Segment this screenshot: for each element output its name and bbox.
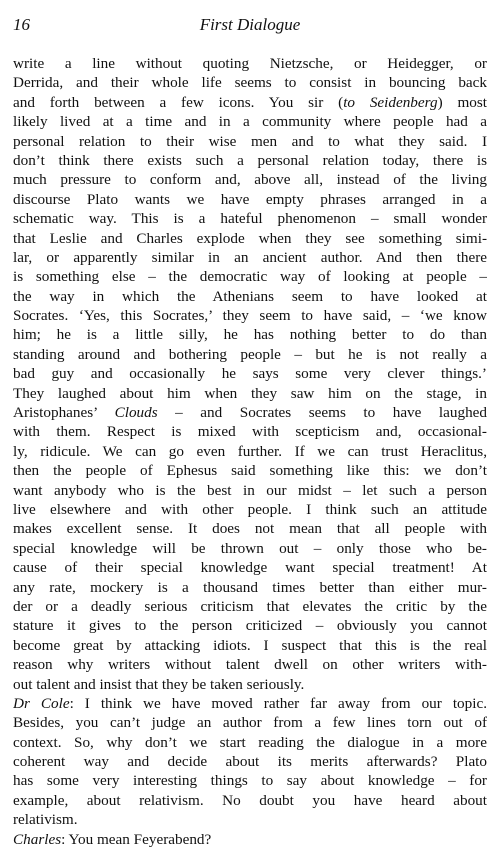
text-run: don’t think there exists such a personal relation today, there is: [13, 151, 487, 169]
text-run: ) most: [437, 93, 487, 111]
text-line: [13, 655, 487, 674]
text-run: the way in which the Athenians seem to have looked at: [13, 287, 487, 305]
text-run: with them. Respect is mixed with scepticism and, occasional-: [13, 423, 487, 441]
text-run: stature it gives to the person criticized – obviously you cannot: [13, 617, 487, 635]
text-line: [13, 190, 487, 209]
text-run: example, about relativism. No doubt you have heard about: [13, 791, 487, 809]
text-run: write a line without quoting Nietzsche, or Heidegger, or: [13, 55, 487, 72]
text-line: [13, 830, 487, 849]
text-line: [13, 539, 487, 558]
text-run: him; he is a little silly, he has nothing better to do than: [13, 326, 487, 344]
text-line: [13, 636, 487, 655]
text-line: [13, 578, 487, 597]
text-run: become great by attacking idiots. I suspect that this is the real: [13, 636, 487, 654]
text-line: [13, 616, 487, 635]
text-line: [13, 500, 487, 519]
text-line: [13, 752, 487, 771]
running-title: First Dialogue: [199, 15, 301, 34]
text-run: lar, or apparently similar in an ancient author. And then there: [13, 248, 487, 266]
text-line: [13, 403, 487, 422]
dialogue-text: [13, 54, 487, 849]
text-run: likely lived at a time and in a community where people had a: [13, 113, 487, 131]
text-line: [13, 170, 487, 189]
text-line: [13, 54, 487, 73]
text-line: [13, 248, 487, 267]
text-run: Besides, you can’t judge an author from a few lines torn out of: [13, 714, 487, 732]
text-run: Derrida, and their whole life seems to consist in bouncing back: [13, 74, 487, 92]
page-number: 16: [13, 15, 30, 34]
text-run: want anybody who is the best in our midst – let such a person: [13, 481, 487, 499]
text-run: any rate, mockery is a thousand times better than either mur-: [13, 578, 487, 596]
text-line: [13, 209, 487, 228]
text-line: [13, 558, 487, 577]
text-run: Socrates. ‘Yes, this Socrates,’ they seem to have said, – ‘we know: [13, 307, 487, 325]
text-line: [13, 519, 487, 538]
text-run: schematic way. This is a hateful phenomenon – small wonder: [13, 210, 487, 228]
text-run: : I think we have moved rather far away from our topic.: [69, 694, 487, 712]
text-run: standing around and bothering people – but he is not really a: [13, 345, 487, 363]
italic-run: Charles: [13, 830, 62, 848]
text-line: [13, 132, 487, 151]
text-run: special knowledge will be thrown out – only those who be-: [13, 539, 487, 557]
text-run: that Leslie and Charles explode when they see something simi-: [13, 229, 487, 247]
text-run: out talent and insist that they be taken seriously.: [13, 675, 305, 693]
text-run: ly, ridicule. We can go even further. If we can trust Heraclitus,: [13, 442, 487, 460]
text-run: – and Socrates seems to have laughed: [157, 404, 487, 422]
text-run: has some very interesting things to say about knowledge – for: [13, 772, 487, 790]
text-line: [13, 442, 487, 461]
text-run: They laughed about him when they saw him on the stage, in: [13, 384, 487, 402]
text-line: [13, 325, 487, 344]
text-line: [13, 597, 487, 616]
text-line: [13, 306, 487, 325]
text-line: [13, 713, 487, 732]
running-header: [13, 14, 487, 36]
text-line: [13, 267, 487, 286]
text-run: Aristophanes’: [13, 404, 115, 422]
text-run: context. So, why don’t we start reading the dialogue in a more: [13, 733, 487, 751]
text-line: [13, 345, 487, 364]
text-line: [13, 73, 487, 92]
text-run: much pressure to conform and, above all, instead of the living: [13, 171, 487, 189]
text-run: and forth between a few icons. You sir (: [13, 93, 344, 111]
text-line: [13, 771, 487, 790]
text-line: [13, 675, 487, 694]
text-line: [13, 422, 487, 441]
text-run: is something else – the democratic way of looking at people –: [13, 268, 487, 286]
italic-run: Dr Cole: [13, 694, 70, 712]
text-run: makes excellent sense. It does not mean that all people with: [13, 520, 487, 538]
text-run: : You mean Feyerabend?: [61, 830, 212, 848]
text-line: [13, 481, 487, 500]
text-run: bad guy and occasionally he says some very clever things.’: [13, 365, 487, 383]
text-line: [13, 733, 487, 752]
text-line: [13, 229, 487, 248]
text-line: [13, 461, 487, 480]
text-run: der or a deadly serious criticism that elevates the critic by the: [13, 597, 487, 615]
text-line: [13, 384, 487, 403]
text-run: then the people of Ephesus said something like this: we don’t: [13, 462, 487, 480]
text-line: [13, 93, 487, 112]
text-run: relativism.: [13, 811, 78, 829]
text-line: [13, 151, 487, 170]
text-run: live elsewhere and with other people. I think such an attitude: [13, 500, 487, 518]
text-run: personal relation to their wise men and to what they said. I: [13, 132, 487, 150]
text-run: reason why writers without talent dwell on other writers with-: [13, 656, 487, 674]
text-run: discourse Plato wants we have empty phrases arranged in a: [13, 190, 487, 208]
text-line: [13, 810, 487, 829]
text-line: [13, 287, 487, 306]
italic-run: to Seidenberg: [343, 93, 438, 111]
text-line: [13, 694, 487, 713]
italic-run: Clouds: [114, 404, 158, 422]
text-line: [13, 791, 487, 810]
text-line: [13, 112, 487, 131]
text-run: coherent way and decide about its merits afterwards? Plato: [13, 753, 487, 771]
text-line: [13, 364, 487, 383]
text-run: cause of their special knowledge want special treatment! At: [13, 559, 487, 577]
